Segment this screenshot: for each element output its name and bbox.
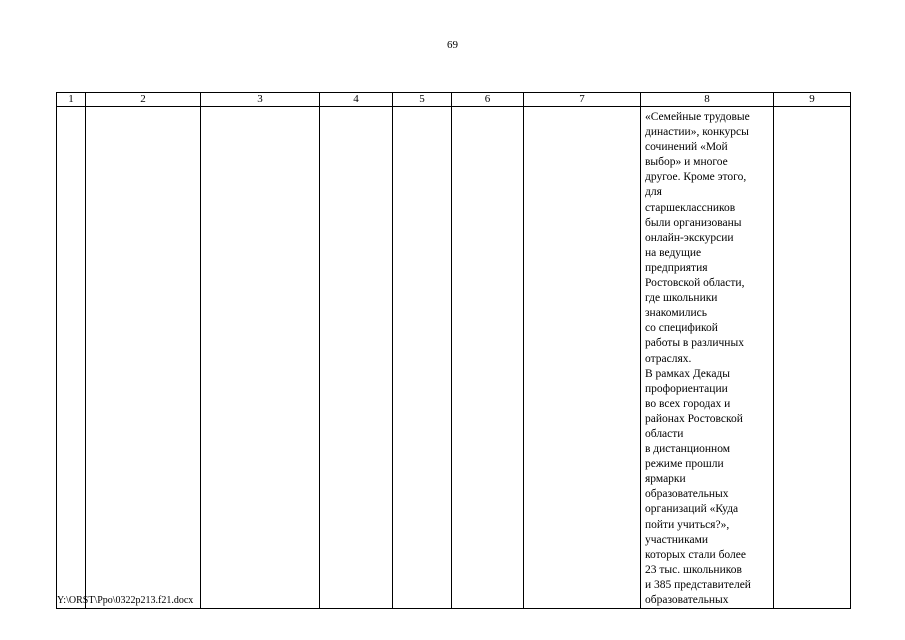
text-line: знакомились <box>645 307 708 320</box>
column-header-8: 8 <box>641 93 774 107</box>
text-line: династии», конкурсы <box>645 126 749 139</box>
text-line: организаций «Куда <box>645 503 739 516</box>
text-line: пойти учиться?», <box>645 518 730 531</box>
column-header-4: 4 <box>320 93 393 107</box>
text-line: режиме прошли <box>645 458 724 471</box>
text-line: со спецификой <box>645 322 718 335</box>
column-header-1: 1 <box>57 93 86 107</box>
column-header-5: 5 <box>393 93 452 107</box>
text-line: на ведущие <box>645 246 702 259</box>
footer-file-path: Y:\ORST\Ppo\0322p213.f21.docx <box>57 595 194 606</box>
column-header-6: 6 <box>452 93 524 107</box>
table-row <box>57 107 851 609</box>
text-line: предприятия <box>645 261 708 274</box>
text-line: участниками <box>645 533 709 546</box>
text-line: где школьники <box>645 292 718 305</box>
column-header-3: 3 <box>201 93 320 107</box>
text-line: старшеклассников <box>645 201 736 214</box>
text-line: ярмарки <box>645 473 686 486</box>
cell-col-7 <box>524 107 641 609</box>
text-line: «Семейные трудовые <box>645 111 750 123</box>
header-row <box>57 93 851 107</box>
text-line: которых стали более <box>645 548 746 561</box>
text-line: были организованы <box>645 216 742 229</box>
text-line: Ростовской области, <box>645 277 745 290</box>
column-header-9: 9 <box>774 93 851 107</box>
cell-col-8-text <box>641 107 773 608</box>
page-number: 69 <box>447 39 458 51</box>
text-line: и 385 представителей <box>645 578 751 591</box>
text-line: онлайн-экскурсии <box>645 231 734 244</box>
cell-col-6 <box>452 107 524 609</box>
cell-col-4 <box>320 107 393 609</box>
text-line: образовательных <box>645 488 729 501</box>
cell-col-5 <box>393 107 452 609</box>
text-line: районах Ростовской <box>645 412 743 425</box>
text-line: сочинений «Мой <box>645 141 728 154</box>
text-line: 23 тыс. школьников <box>645 563 742 576</box>
text-line: работы в различных <box>645 337 744 350</box>
text-line: другое. Кроме этого, <box>645 171 747 184</box>
text-line: выбор» и многое <box>645 156 728 169</box>
text-line: профориентации <box>645 382 728 395</box>
cell-col-1 <box>57 107 86 609</box>
text-line: области <box>645 427 684 440</box>
cell-col-9 <box>774 107 851 609</box>
text-line: отраслях. <box>645 352 692 365</box>
cell-col-2 <box>86 107 201 609</box>
text-line: В рамках Декады <box>645 367 731 380</box>
text-line: для <box>645 186 662 199</box>
document-table <box>56 92 851 609</box>
column-header-7: 7 <box>524 93 641 107</box>
cell-col-8 <box>641 107 774 609</box>
text-line: в дистанционном <box>645 443 731 456</box>
text-line: во всех городах и <box>645 397 731 410</box>
text-line: образовательных <box>645 594 729 606</box>
column-header-2: 2 <box>86 93 201 107</box>
cell-col-3 <box>201 107 320 609</box>
